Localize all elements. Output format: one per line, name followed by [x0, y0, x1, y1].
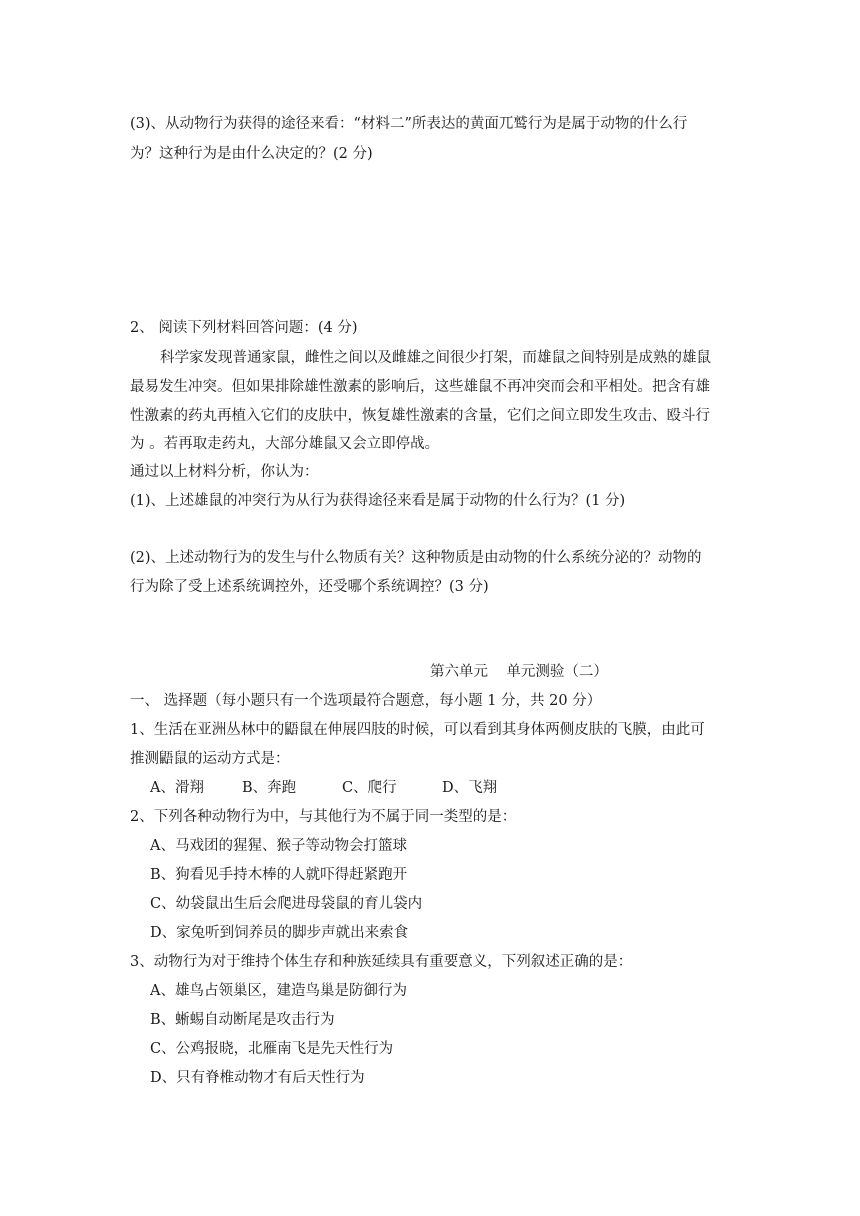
mc-question-1-stem-line2: 推测鼯鼠的运动方式是： — [130, 751, 290, 767]
option-a: A、滑翔 — [150, 780, 204, 796]
sub-question-1: (1)、上述雄鼠的冲突行为从行为获得途径来看是属于动物的什么行为？(1 分) — [130, 493, 626, 509]
mc-question-2-stem: 2、下列各种动物行为中，与其他行为不属于同一类型的是： — [130, 809, 517, 825]
question-3-line2: 为？这种行为是由什么决定的？(2 分) — [130, 146, 373, 162]
material-paragraph-line1: 科学家发现普通家鼠，雌性之间以及雌雄之间很少打架，而雄鼠之间特别是成熟的雄鼠 — [160, 350, 711, 366]
material-paragraph-line2: 最易发生冲突。但如果排除雄性激素的影响后，这些雄鼠不再冲突而会和平相处。把含有雄 — [130, 379, 710, 395]
mc-question-3-option-c: C、公鸡报晓，北雁南飞是先天性行为 — [150, 1041, 394, 1057]
material-paragraph-line3: 性激素的药丸再植入它们的皮肤中，恢复雄性激素的含量，它们之间立即发生攻击、殴斗行 — [130, 408, 710, 424]
mc-question-1-options — [0, 778, 860, 798]
mc-question-2-option-c: C、幼袋鼠出生后会爬进母袋鼠的育儿袋内 — [150, 896, 423, 912]
question-3-line1: (3)、从动物行为获得的途径来看：“材料二”所表达的黄面兀鹫行为是属于动物的什么行 — [130, 116, 688, 132]
mc-question-3-option-b: B、蜥蜴自动断尾是攻击行为 — [150, 1012, 335, 1028]
analysis-prompt: 通过以上材料分析，你认为： — [130, 464, 319, 480]
material-paragraph-line4: 为 。若再取走药丸，大部分雄鼠又会立即停战。 — [130, 436, 440, 452]
mc-question-2-option-d: D、家兔听到饲养员的脚步声就出来索食 — [150, 925, 409, 941]
mc-question-1-stem-line1: 1、生活在亚洲丛林中的鼯鼠在伸展四肢的时候，可以看到其身体两侧皮肤的飞膜，由此可 — [130, 722, 705, 738]
mc-question-3-option-a: A、雄鸟占领巢区，建造鸟巢是防御行为 — [150, 983, 407, 999]
mc-question-2-option-a: A、马戏团的猩猩、猴子等动物会打篮球 — [150, 838, 407, 854]
unit-title: 第六单元 单元测验（二） — [430, 664, 608, 680]
mc-question-2-option-b: B、狗看见手持木棒的人就吓得赶紧跑开 — [150, 867, 408, 883]
sub-question-2-line1: (2)、上述动物行为的发生与什么物质有关？这种物质是由动物的什么系统分泌的？动物的 — [130, 550, 702, 566]
section-heading: 一、 选择题（每小题只有一个选项最符合题意，每小题 1 分，共 20 分） — [130, 693, 602, 709]
mc-question-3-option-d: D、只有脊椎动物才有后天性行为 — [150, 1070, 365, 1086]
sub-question-2-line2: 行为除了受上述系统调控外，还受哪个系统调控？(3 分) — [130, 579, 489, 595]
option-c: C、爬行 — [342, 780, 397, 796]
question-2-heading: 2、 阅读下列材料回答问题：(4 分) — [130, 320, 358, 336]
option-b: B、奔跑 — [242, 780, 297, 796]
mc-question-3-stem: 3、动物行为对于维持个体生存和种族延续具有重要意义，下列叙述正确的是： — [130, 954, 633, 970]
option-d: D、飞翔 — [442, 780, 498, 796]
